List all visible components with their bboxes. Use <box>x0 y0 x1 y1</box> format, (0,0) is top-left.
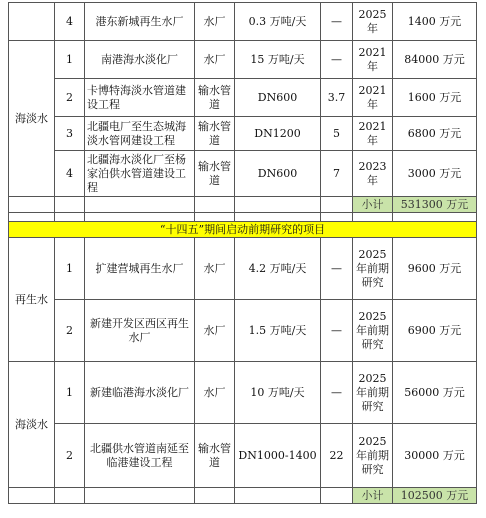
pipe-length: 22 <box>321 424 353 488</box>
project-type: 水厂 <box>195 3 235 41</box>
category-cell-empty <box>9 3 55 41</box>
project-scale: DN600 <box>235 79 321 117</box>
table-row <box>9 362 477 424</box>
pipe-length: — <box>321 41 353 79</box>
project-name: 北疆电厂至生态城海淡水管网建设工程 <box>85 117 195 151</box>
start-year: 2025 年前期研究 <box>353 238 393 300</box>
project-scale: 15 万吨/天 <box>235 41 321 79</box>
project-name: 北疆海水淡化厂至杨家泊供水管道建设工程 <box>85 151 195 197</box>
start-year: 2025 年 <box>353 3 393 41</box>
row-number: 4 <box>55 3 85 41</box>
project-name: 卡博特海淡水管道建设工程 <box>85 79 195 117</box>
pipe-length: 3.7 <box>321 79 353 117</box>
start-year: 2023 年 <box>353 151 393 197</box>
project-name: 北疆供水管道南延至临港建设工程 <box>85 424 195 488</box>
row-number: 1 <box>55 238 85 300</box>
project-name: 新建临港海水淡化厂 <box>85 362 195 424</box>
project-type: 水厂 <box>195 41 235 79</box>
row-number: 1 <box>55 41 85 79</box>
start-year: 2025 年前期研究 <box>353 424 393 488</box>
project-type: 水厂 <box>195 238 235 300</box>
subtotal-value: 531300 万元 <box>393 197 477 213</box>
section-header-row <box>9 222 477 238</box>
project-scale: DN600 <box>235 151 321 197</box>
project-name: 新建开发区西区再生水厂 <box>85 300 195 362</box>
project-type: 输水管道 <box>195 79 235 117</box>
project-scale: 1.5 万吨/天 <box>235 300 321 362</box>
project-type: 水厂 <box>195 300 235 362</box>
section-title: “十四五”期间启动前期研究的项目 <box>9 222 477 238</box>
table-row <box>9 79 477 117</box>
start-year: 2025 年前期研究 <box>353 362 393 424</box>
start-year: 2025 年前期研究 <box>353 300 393 362</box>
subtotal-value: 102500 万元 <box>393 488 477 504</box>
investment: 6900 万元 <box>393 300 477 362</box>
start-year: 2021 年 <box>353 117 393 151</box>
subtotal-row <box>9 488 477 504</box>
pipe-length: — <box>321 3 353 41</box>
subtotal-label: 小计 <box>353 488 393 504</box>
investment: 1600 万元 <box>393 79 477 117</box>
row-number: 4 <box>55 151 85 197</box>
investment: 30000 万元 <box>393 424 477 488</box>
start-year: 2021 年 <box>353 79 393 117</box>
table-row <box>9 41 477 79</box>
project-type: 输水管道 <box>195 117 235 151</box>
project-scale: DN1200 <box>235 117 321 151</box>
subtotal-label: 小计 <box>353 197 393 213</box>
row-number: 2 <box>55 424 85 488</box>
pipe-length: — <box>321 362 353 424</box>
table-row <box>9 117 477 151</box>
table-row <box>9 3 477 41</box>
investment: 56000 万元 <box>393 362 477 424</box>
table-row <box>9 424 477 488</box>
start-year: 2021 年 <box>353 41 393 79</box>
category-label: 海淡水 <box>9 41 55 197</box>
row-number: 2 <box>55 300 85 362</box>
row-number: 1 <box>55 362 85 424</box>
investment: 84000 万元 <box>393 41 477 79</box>
project-name: 扩建营城再生水厂 <box>85 238 195 300</box>
project-scale: 0.3 万吨/天 <box>235 3 321 41</box>
investment: 3000 万元 <box>393 151 477 197</box>
project-type: 输水管道 <box>195 424 235 488</box>
pipe-length: — <box>321 300 353 362</box>
pipe-length: — <box>321 238 353 300</box>
table-row <box>9 151 477 197</box>
table-row <box>9 238 477 300</box>
project-type: 水厂 <box>195 362 235 424</box>
project-type: 输水管道 <box>195 151 235 197</box>
project-name: 港东新城再生水厂 <box>85 3 195 41</box>
pipe-length: 5 <box>321 117 353 151</box>
row-number: 3 <box>55 117 85 151</box>
investment: 9600 万元 <box>393 238 477 300</box>
subtotal-row <box>9 197 477 213</box>
spacer-row <box>9 213 477 222</box>
category-label: 再生水 <box>9 238 55 362</box>
row-number: 2 <box>55 79 85 117</box>
investment: 1400 万元 <box>393 3 477 41</box>
investment: 6800 万元 <box>393 117 477 151</box>
category-label: 海淡水 <box>9 362 55 488</box>
project-scale: DN1000-1400 <box>235 424 321 488</box>
project-name: 南港海水淡化厂 <box>85 41 195 79</box>
project-scale: 4.2 万吨/天 <box>235 238 321 300</box>
project-scale: 10 万吨/天 <box>235 362 321 424</box>
table-row <box>9 300 477 362</box>
pipe-length: 7 <box>321 151 353 197</box>
project-table <box>8 2 477 504</box>
